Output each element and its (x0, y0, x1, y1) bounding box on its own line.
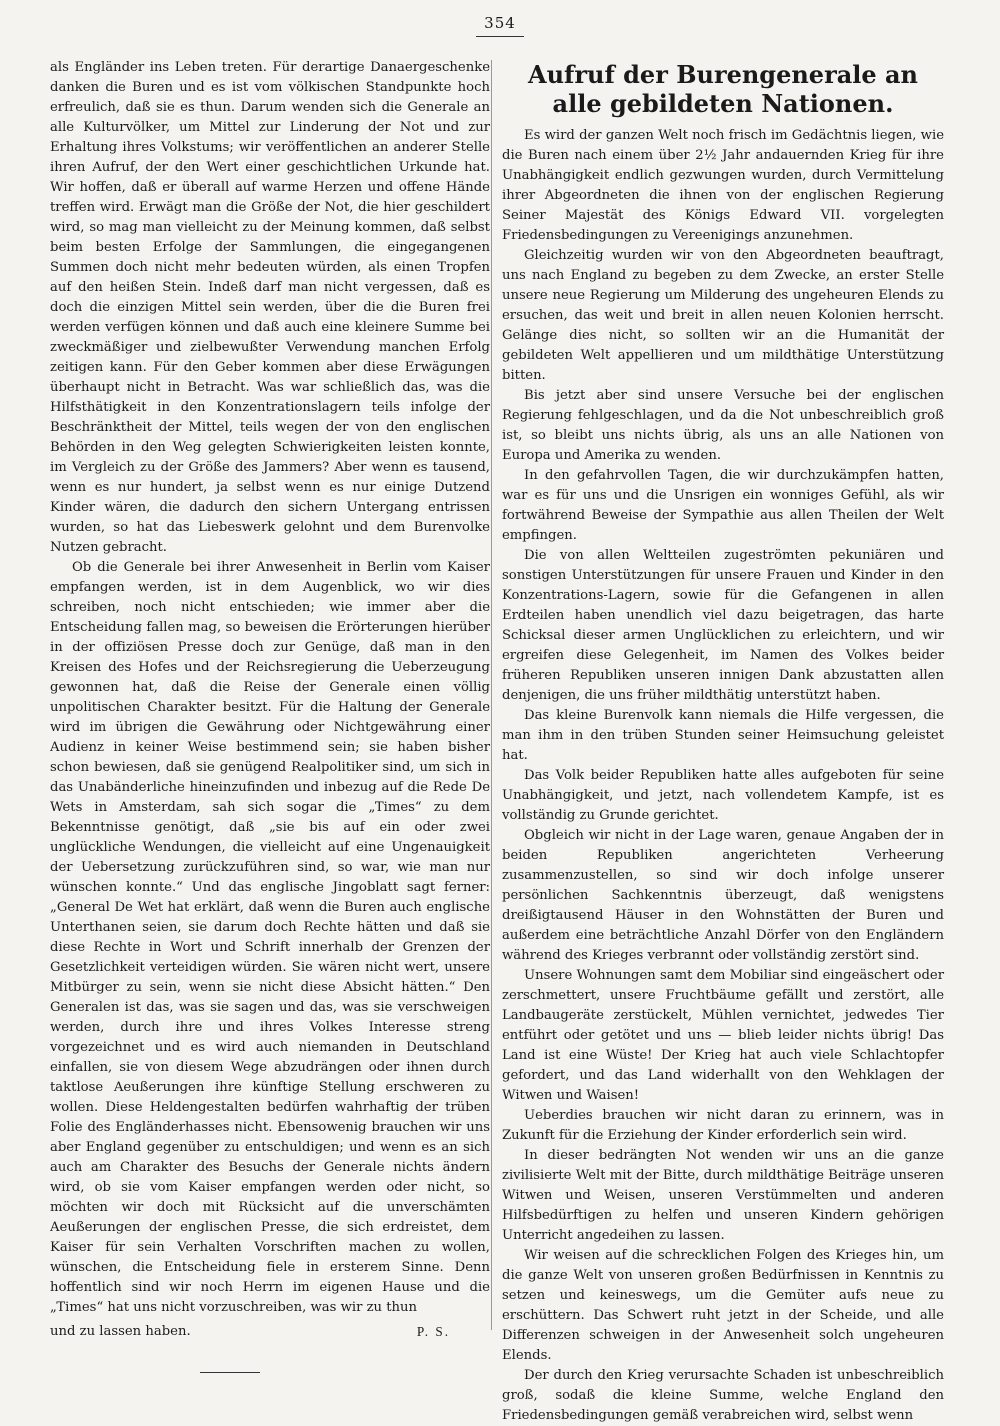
left-column (50, 58, 490, 1373)
right-paragraph: Das kleine Burenvolk kann niemals die Hilfe vergessen, die man ihm in den trüben Stunden seiner Heimsuchung geleistet hat. (502, 708, 944, 763)
right-paragraph: Der durch den Krieg verursachte Schaden ist unbeschreiblich groß, sodaß die kleine Summe, welche England den Friedensbedingungen gemäß verabreichen wird, selbst wenn (502, 1368, 944, 1423)
right-paragraph: Wir weisen auf die schrecklichen Folgen des Krieges hin, um die ganze Welt von unseren großen Bedürfnissen in Kenntnis zu setzen und keineswegs, um die Gemüter aufs neue zu erschüttern. Das Schwert ruht jetzt in der Scheide, und alle Differenzen schweigen in der Anwesenheit solch ungeheuren Elends. (502, 1248, 944, 1363)
closing-text: und zu lassen haben. (50, 1324, 191, 1339)
article-title: Aufruf der Burengenerale an alle gebildeten Nationen. (527, 60, 919, 118)
right-paragraph: Die von allen Weltteilen zugeströmten pekuniären und sonstigen Unterstützungen für unsere Frauen und Kinder in den Konzentrations-Lagern, sowie für die Gefangenen in allen Erdteilen haben unendlich viel dazu beigetragen, das harte Schicksal dieser armen Unglücklichen zu erleichtern, und wir ergreifen diese Gelegenheit, im Namen des Volkes beider früheren Republiken unseren innigen Dank abzustatten allen denjenigen, die uns früher mildthätig unterstützt haben. (502, 548, 944, 703)
right-paragraph: Es wird der ganzen Welt noch frisch im Gedächtnis liegen, wie die Buren nach einem über 2½ Jahr andauernden Krieg für ihre Unabhängigkeit endlich gezwungen wurden, durch Vermittelung ihrer Abgeordneten die ihnen von der englischen Regierung Seiner Majestät des Königs Edward VII. vorgelegten Friedensbedingungen zu Vereenigings anzunehmen. (502, 128, 944, 243)
page-number: 354 (484, 14, 516, 32)
right-paragraph: Ueberdies brauchen wir nicht daran zu erinnern, was in Zukunft für die Erziehung der Kinder erforderlich sein wird. (502, 1108, 944, 1143)
signature-line (50, 1322, 490, 1342)
right-paragraph: Das Volk beider Republiken hatte alles aufgeboten für seine Unabhängigkeit, und jetzt, nach vollendetem Kampfe, ist es vollständig zu Grunde gerichtet. (502, 768, 944, 823)
right-paragraph: Gleichzeitig wurden wir von den Abgeordneten beauftragt, uns nach England zu begeben zu dem Zwecke, an erster Stelle unsere neue Regierung um Milderung des ungeheuren Elends zu ersuchen, das weit und breit in allen neuen Kolonien herrscht. Gelänge dies nicht, so sollten wir an die Humanität der gebildeten Welt appellieren und um mildthätige Unterstützung bitten. (502, 248, 944, 383)
right-paragraph: Bis jetzt aber sind unsere Versuche bei der englischen Regierung fehlgeschlagen, und da die Not unbeschreiblich groß ist, so bleibt uns nichts übrig, als uns an alle Nationen von Europa und Amerika zu wenden. (502, 388, 944, 463)
left-paragraph: als Engländer ins Leben treten. Für derartige Danaergeschenke danken die Buren und es ist vom völkischen Standpunkte hoch erfreulich, daß sie es thun. Darum wenden sich die Generale an alle Kulturvölker, um Mittel zur Linderung der Not und zur Erhaltung ihres Volkstums; wir veröffentlichen an anderer Stelle ihren Aufruf, der den Wert einer geschichtlichen Urkunde hat. Wir hoffen, daß er überall auf warme Herzen und offene Hände treffen wird. Erwägt man die Größe der Not, die hier geschildert wird, so mag man vielleicht zu der Meinung kommen, daß selbst beim besten Erfolge der Sammlungen, die eingegangenen Summen doch nicht mehr bedeuten würden, als einen Tropfen auf den heißen Stein. Indeß darf man nicht vergessen, daß es doch die einzigen Mittel sein werden, über die die Buren frei werden verfügen können und daß auch eine kleinere Summe bei zweckmäßiger und zielbewußter Verwendung manchen Erfolg zeitigen kann. Für den Geber kommen aber diese Erwägungen überhaupt nicht in Betracht. Was war schließlich das, was die Hilfsthätigkeit in den Konzentrationslagern teils infolge der Beschränktheit der Mittel, teils wegen der von den englischen Behörden in den Weg gelegten Schwierigkeiten leisten konnte, im Vergleich zu der Größe des Jammers? Aber wenn es tausend, wenn es nur hundert, ja selbst wenn es nur einige Dutzend Kinder wären, die dadurch den sichern Untergang entrissen wurden, so hat das Liebeswerk gelohnt und dem Burenvolke Nutzen gebracht. (50, 60, 490, 555)
right-paragraph: Obgleich wir nicht in der Lage waren, genaue Angaben der in beiden Republiken angerichteten Verheerung zusammenzustellen, so sind wir doch infolge unserer persönlichen Sachkenntnis überzeugt, daß wenigstens dreißigtausend Häuser in den Wohnstätten der Buren und außerdem eine beträchtliche Anzahl Dörfer von den Engländern während des Krieges verbrannt oder vollständig zerstört sind. (502, 828, 944, 963)
right-paragraph: In den gefahrvollen Tagen, die wir durchzukämpfen hatten, war es für uns und die Unsrigen ein wonniges Gefühl, als wir fortwährend Beweise der Sympathie aus allen Theilen der Welt empfingen. (502, 468, 944, 543)
author-signature: P. S. (416, 1324, 450, 1339)
page-number-rule (476, 36, 524, 37)
right-paragraph: Unsere Wohnungen samt dem Mobiliar sind eingeäschert oder zerschmettert, unsere Fruchtbäume gefällt und zerstört, alle Landbaugeräte zerstückelt, Mühlen vernichtet, jedwedes Tier entführt oder getötet und uns — blieb leider nichts übrig! Das Land ist eine Wüste! Der Krieg hat auch viele Schlachtopfer gefordert, und das Land widerhallt von den Wehklagen der Witwen und Waisen! (502, 968, 944, 1103)
article-end-rule (200, 1372, 260, 1373)
right-column (502, 58, 944, 1426)
left-paragraph: Ob die Generale bei ihrer Anwesenheit in Berlin vom Kaiser empfangen werden, ist in dem Augenblick, wo wir dies schreiben, noch nicht entschieden; wie immer aber die Entscheidung fallen mag, so beweisen die Erörterungen hierüber in der offiziösen Presse doch zur Genüge, daß man in den Kreisen des Hofes und der Reichsregierung die Ueberzeugung gewonnen hat, daß die Reise der Generale einen völlig unpolitischen Charakter besitzt. Für die Haltung der Generale wird im übrigen die Gewährung oder Nichtgewährung einer Audienz in keiner Weise bestimmend sein; sie haben bisher schon bewiesen, daß sie genügend Realpolitiker sind, um sich in das Unabänderliche hineinzufinden und inbezug auf die Rede De Wets in Amsterdam, sah sich sogar die „Times“ zu dem Bekenntnisse genötigt, daß „sie bis auf ein oder zwei unglückliche Wendungen, die vielleicht auf eine Ungenauigkeit der Uebersetzung zurückzuführen sind, so war, wie man nur wünschen konnte.“ Und das englische Jingoblatt sagt ferner: „General De Wet hat erklärt, daß wenn die Buren auch englische Unterthanen seien, sie darum doch Rechte hätten und daß sie diese Rechte in Wort und Schrift innerhalb der Grenzen der Gesetzlichkeit verteidigen würden. Sie wären nicht wert, unsere Mitbürger zu sein, wenn sie nicht diese Absicht hätten.“ Den Generalen ist das, was sie sagen und das, was sie verschweigen werden, durch ihre und ihres Volkes Interesse streng vorgezeichnet und es wird auch niemanden in Deutschland einfallen, sie von diesem Wege abzudrängen oder ihnen durch taktlose Aeußerungen ihre künftige Stellung erschweren zu wollen. Diese Heldengestalten bedürfen wahrhaftig der trüben Folie des Engländerhasses nicht. Ebensowenig brauchen wir uns aber England gegenüber zu entschuldigen; und wenn es an sich auch am Charakter des Besuchs der Generale nichts ändern wird, ob sie vom Kaiser empfangen werden oder nicht, so möchten wir doch mit Rücksicht auf die unverschämten Aeußerungen der englischen Presse, die sich erdreistet, dem Kaiser für sein Verhalten Vorschriften machen zu wollen, wünschen, die Entscheidung fiele in ersterem Sinne. Denn hoffentlich sind wir noch Herrn im eigenen Hause und die „Times“ hat uns nicht vorzuschreiben, was wir zu thun (50, 560, 490, 1315)
right-paragraph: In dieser bedrängten Not wenden wir uns an die ganze zivilisierte Welt mit der Bitte, durch mildthätige Beiträge unseren Witwen und Weisen, unseren Verstümmelten und anderen Hilfsbedürftigen zu helfen und unseren Kindern gehörigen Unterricht angedeihen zu lassen. (502, 1148, 944, 1243)
column-divider (491, 60, 492, 1330)
